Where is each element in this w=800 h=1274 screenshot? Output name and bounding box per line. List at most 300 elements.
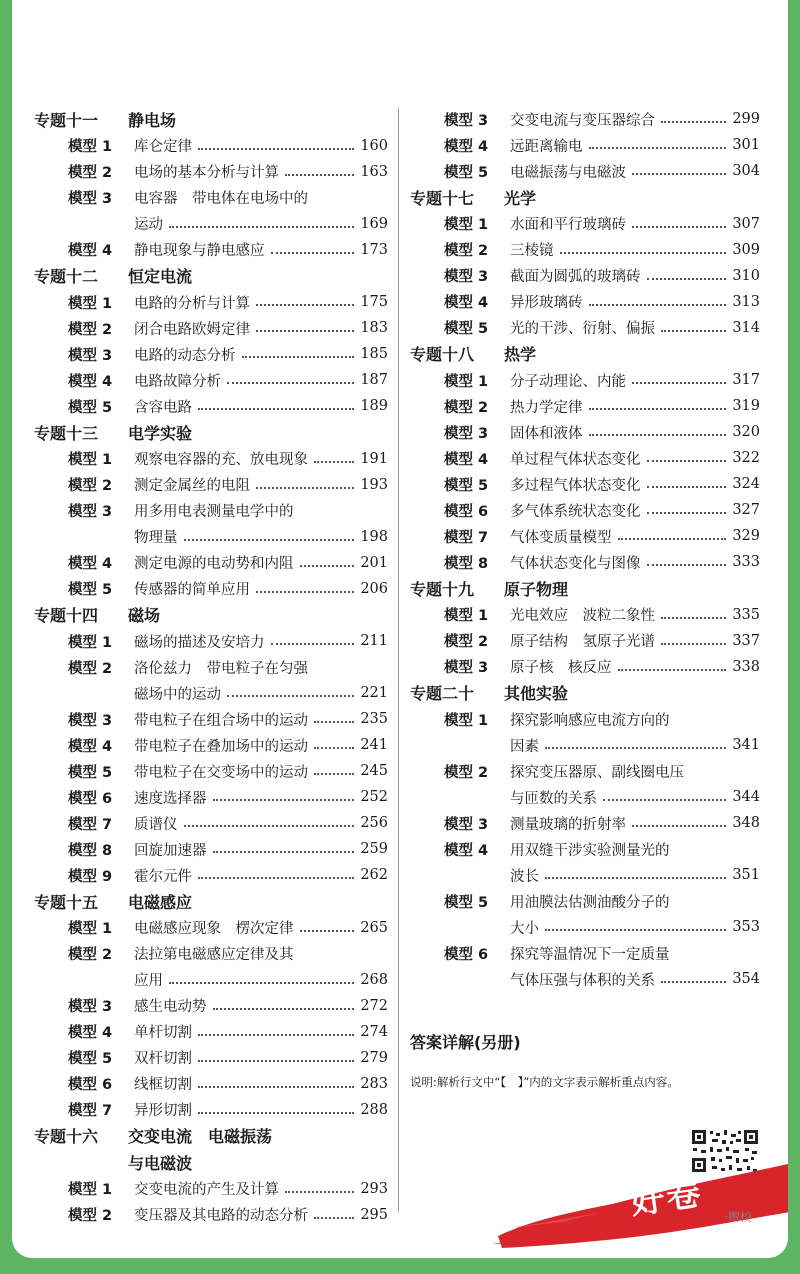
- page-number: 252: [360, 789, 388, 805]
- dot-leader: [213, 799, 355, 801]
- model-label: 模型 6: [68, 790, 113, 807]
- page-number: 288: [360, 1101, 388, 1118]
- toc-entry-continued[interactable]: [34, 680, 388, 706]
- entry-title: 交变电流的产生及计算: [134, 1182, 279, 1198]
- page-number: 353: [732, 919, 760, 935]
- toc-entry[interactable]: [34, 993, 388, 1019]
- entry-title: 带电粒子在交变场中的运动: [134, 764, 308, 781]
- page-number: 235: [360, 711, 388, 727]
- page-number: 160: [360, 137, 388, 154]
- column-divider: [398, 108, 399, 1212]
- entry-title: 电磁感应现象 楞次定律: [134, 921, 294, 937]
- dot-leader: [198, 1034, 354, 1036]
- toc-entry[interactable]: [34, 498, 388, 524]
- toc-entry[interactable]: [34, 393, 388, 419]
- page-number: 327: [732, 502, 760, 518]
- topic-heading: [34, 888, 388, 915]
- page-number: 183: [360, 320, 388, 336]
- toc-entry[interactable]: [410, 289, 760, 315]
- model-label: 模型 5: [68, 1051, 113, 1067]
- toc-entry[interactable]: [410, 393, 760, 419]
- toc-entry[interactable]: [410, 940, 760, 966]
- model-label: 模型 3: [68, 347, 113, 364]
- page-number: 211: [360, 633, 388, 649]
- toc-right-column: [410, 106, 760, 992]
- dot-leader: [647, 486, 727, 488]
- page-number: 335: [732, 606, 760, 623]
- model-label: 模型 3: [444, 425, 489, 442]
- page-number: 187: [360, 372, 388, 388]
- topic-name: 原子物理: [504, 579, 569, 599]
- toc-entry[interactable]: [34, 315, 388, 341]
- toc-entry[interactable]: [34, 810, 388, 836]
- entry-title: 波长: [510, 868, 539, 885]
- toc-entry[interactable]: [410, 237, 760, 263]
- entry-title: 固体和液体: [510, 425, 583, 442]
- entry-title: 异形玻璃砖: [510, 295, 583, 311]
- model-label: 模型 4: [68, 243, 113, 259]
- dot-leader: [198, 408, 354, 410]
- dot-leader: [314, 721, 354, 723]
- toc-entry[interactable]: [34, 133, 388, 159]
- dot-leader: [271, 643, 355, 645]
- entry-title: 多过程气体状态变化: [510, 477, 641, 494]
- entry-title: 变压器及其电路的动态分析: [134, 1208, 308, 1224]
- toc-entry[interactable]: [410, 158, 760, 184]
- page-number: 163: [360, 163, 388, 180]
- page-number: 265: [360, 919, 388, 936]
- toc-entry[interactable]: [34, 1045, 388, 1071]
- entry-title: 测量玻璃的折射率: [510, 816, 626, 833]
- entry-title: 热力学定律: [510, 399, 583, 416]
- toc-entry[interactable]: [410, 628, 760, 654]
- entry-title: 磁场的描述及安培力: [134, 634, 265, 651]
- entry-title: 异形切割: [134, 1103, 192, 1119]
- topic-name: 其他实验: [504, 684, 569, 704]
- topic-heading: [34, 1123, 388, 1150]
- dot-leader: [647, 278, 727, 280]
- dot-leader: [198, 148, 354, 150]
- topic-name: 热学: [504, 345, 537, 365]
- page-number: 241: [360, 737, 388, 753]
- model-label: 模型 2: [68, 1208, 113, 1224]
- entry-title: 法拉第电磁感应定律及其: [134, 947, 294, 963]
- model-label: 模型 7: [68, 816, 113, 833]
- note-text: 说明:解析行文中“【 】”内的文字表示解析重点内容。: [410, 1075, 679, 1089]
- toc-entry[interactable]: [410, 549, 760, 575]
- model-label: 模型 5: [444, 894, 489, 911]
- entry-title: 气体状态变化与图像: [510, 555, 641, 572]
- model-label: 模型 1: [444, 712, 489, 729]
- dot-leader: [647, 564, 727, 566]
- page-number: 354: [732, 971, 760, 987]
- entry-title: 单过程气体状态变化: [510, 451, 641, 468]
- topic-number: 专题十四: [34, 606, 99, 626]
- page-number: 175: [360, 294, 388, 310]
- page-number: 314: [732, 319, 760, 336]
- model-label: 模型 3: [68, 999, 113, 1015]
- dot-leader: [661, 643, 726, 645]
- toc-entry[interactable]: [410, 523, 760, 549]
- dot-leader: [589, 304, 727, 306]
- entry-title: 三棱镜: [510, 243, 554, 259]
- toc-entry[interactable]: [34, 1202, 388, 1228]
- page-number: 341: [732, 737, 760, 753]
- toc-entry[interactable]: [34, 836, 388, 862]
- toc-entry[interactable]: [410, 654, 760, 680]
- page-number: 201: [360, 554, 388, 571]
- dot-leader: [647, 512, 727, 514]
- entry-title: 探究等温情况下一定质量: [510, 946, 670, 963]
- dot-leader: [661, 981, 726, 983]
- topic-number: 专题十一: [34, 110, 99, 130]
- entry-title: 测定电源的电动势和内阻: [134, 556, 294, 572]
- toc-entry[interactable]: [34, 915, 388, 941]
- dot-leader: [545, 929, 726, 931]
- entry-title: 光的干涉、衍射、偏振: [510, 321, 655, 337]
- entry-title: 感生电动势: [134, 999, 207, 1015]
- topic-name-continued: 与电磁波: [128, 1153, 193, 1173]
- toc-entry[interactable]: [34, 159, 388, 185]
- model-label: 模型 2: [444, 764, 489, 781]
- model-label: 模型 5: [68, 399, 113, 416]
- dot-leader: [647, 460, 727, 462]
- toc-entry[interactable]: [34, 367, 388, 393]
- toc-entry-continued[interactable]: [34, 211, 388, 237]
- entry-title: 用油膜法估测油酸分子的: [510, 894, 670, 911]
- toc-entry[interactable]: [34, 732, 388, 758]
- model-label: 模型 4: [68, 1025, 113, 1041]
- topic-name: 电磁感应: [128, 892, 193, 912]
- model-label: 模型 1: [68, 452, 113, 468]
- toc-entry[interactable]: [410, 263, 760, 289]
- entry-title: 双杆切割: [134, 1051, 192, 1067]
- page-number: 313: [732, 293, 760, 310]
- entry-title: 交变电流与变压器综合: [510, 112, 655, 129]
- dot-leader: [213, 1008, 355, 1010]
- toc-entry[interactable]: [34, 628, 388, 654]
- entry-title: 库仑定律: [134, 139, 192, 155]
- entry-title: 观察电容器的充、放电现象: [134, 452, 308, 468]
- dot-leader: [589, 408, 727, 410]
- toc-entry[interactable]: [34, 341, 388, 367]
- dot-leader: [256, 330, 354, 332]
- entry-title: 因素: [510, 738, 539, 755]
- dot-leader: [661, 121, 726, 123]
- page-number: 307: [732, 215, 760, 232]
- model-label: 模型 1: [444, 217, 489, 233]
- toc-entry[interactable]: [410, 315, 760, 341]
- page-number: 272: [360, 997, 388, 1014]
- page-number: 173: [360, 241, 388, 258]
- entry-title: 带电粒子在叠加场中的运动: [134, 738, 308, 755]
- watermark-text: ·赠校: [724, 1210, 752, 1224]
- page-number: 206: [360, 580, 388, 597]
- toc-entry[interactable]: [410, 106, 760, 132]
- toc-entry[interactable]: [34, 1097, 388, 1123]
- page-number: 310: [732, 267, 760, 284]
- model-label: 模型 2: [444, 243, 489, 259]
- toc-entry[interactable]: [34, 550, 388, 576]
- toc-entry[interactable]: [410, 211, 760, 237]
- entry-title: 气体变质量模型: [510, 529, 612, 546]
- entry-title: 水面和平行玻璃砖: [510, 217, 626, 233]
- toc-entry-continued[interactable]: [410, 862, 760, 888]
- entry-title: 速度选择器: [134, 790, 207, 807]
- page-number: 245: [360, 763, 388, 779]
- toc-entry[interactable]: [34, 472, 388, 498]
- dot-leader: [256, 591, 354, 593]
- topic-name: 静电场: [128, 110, 177, 130]
- dot-leader: [285, 174, 354, 176]
- entry-title: 分子动理论、内能: [510, 373, 626, 390]
- dot-leader: [661, 330, 726, 332]
- dot-leader: [632, 226, 726, 228]
- page-number: 295: [360, 1206, 388, 1223]
- model-label: 模型 3: [444, 112, 489, 129]
- entry-title: 电场的基本分析与计算: [134, 165, 279, 181]
- toc-entry[interactable]: [34, 576, 388, 602]
- model-label: 模型 4: [444, 295, 489, 311]
- dot-leader: [589, 434, 727, 436]
- toc-entry[interactable]: [34, 706, 388, 732]
- model-label: 模型 1: [68, 921, 113, 937]
- page-number: 169: [360, 215, 388, 232]
- entry-title: 原子核 核反应: [510, 660, 612, 676]
- toc-entry[interactable]: [410, 471, 760, 497]
- dot-leader: [603, 799, 726, 801]
- model-label: 模型 2: [68, 660, 113, 677]
- toc-entry[interactable]: [410, 419, 760, 445]
- toc-entry[interactable]: [34, 237, 388, 263]
- topic-name: 磁场: [128, 606, 161, 626]
- page-number: 322: [732, 450, 760, 466]
- page-number: 193: [360, 476, 388, 493]
- dot-leader: [545, 877, 726, 879]
- model-label: 模型 4: [444, 451, 489, 468]
- entry-title: 气体压强与体积的关系: [510, 972, 655, 989]
- page-number: 338: [732, 658, 760, 675]
- model-label: 模型 3: [68, 712, 113, 729]
- topic-number: 专题十二: [34, 267, 99, 287]
- entry-title: 用多用电表测量电学中的: [134, 504, 294, 520]
- page-number: 198: [360, 528, 388, 545]
- dot-leader: [285, 1191, 354, 1193]
- model-label: 模型 4: [68, 373, 113, 390]
- entry-title: 洛伦兹力 带电粒子在匀强: [134, 660, 308, 677]
- toc-entry[interactable]: [410, 706, 760, 732]
- page-number: 304: [732, 163, 760, 179]
- topic-number: 专题十九: [410, 579, 475, 599]
- topic-heading: [410, 341, 760, 368]
- model-label: 模型 2: [68, 947, 113, 963]
- dot-leader: [300, 930, 355, 932]
- entry-title: 物理量: [134, 530, 178, 546]
- model-label: 模型 2: [444, 399, 489, 416]
- toc-entry-continued[interactable]: [34, 524, 388, 550]
- toc-entry[interactable]: [410, 367, 760, 393]
- model-label: 模型 3: [68, 504, 113, 520]
- model-label: 模型 3: [444, 269, 489, 285]
- entry-title: 探究影响感应电流方向的: [510, 712, 670, 729]
- dot-leader: [169, 982, 354, 984]
- dot-leader: [300, 565, 355, 567]
- entry-title: 原子结构 氢原子光谱: [510, 634, 655, 650]
- model-label: 模型 5: [68, 764, 113, 781]
- model-label: 模型 9: [68, 868, 113, 885]
- entry-title: 静电现象与静电感应: [134, 243, 265, 259]
- dot-leader: [227, 695, 354, 697]
- dot-leader: [661, 617, 726, 619]
- toc-entry[interactable]: [34, 941, 388, 967]
- dot-leader: [242, 356, 355, 358]
- page-number: 299: [732, 111, 760, 127]
- page-number: 344: [732, 789, 760, 805]
- toc-entry-continued[interactable]: [410, 732, 760, 758]
- topic-name: 恒定电流: [128, 267, 193, 287]
- model-label: 模型 8: [68, 842, 113, 859]
- toc-entry[interactable]: [410, 836, 760, 862]
- entry-title: 测定金属丝的电阻: [134, 478, 250, 494]
- toc-entry[interactable]: [34, 1071, 388, 1097]
- toc-entry[interactable]: [410, 888, 760, 914]
- topic-heading: [410, 184, 760, 211]
- dot-leader: [227, 382, 354, 384]
- page-number: 191: [360, 450, 388, 467]
- dot-leader: [314, 773, 354, 775]
- model-label: 模型 1: [444, 373, 489, 390]
- model-label: 模型 7: [68, 1103, 113, 1119]
- page-number: 333: [732, 554, 760, 570]
- toc-entry[interactable]: [34, 1176, 388, 1202]
- model-label: 模型 8: [444, 555, 489, 572]
- page-number: 337: [732, 632, 760, 649]
- toc-entry[interactable]: [410, 132, 760, 158]
- toc-entry[interactable]: [410, 810, 760, 836]
- entry-title: 回旋加速器: [134, 842, 207, 859]
- model-label: 模型 4: [68, 738, 113, 755]
- entry-title: 质谱仪: [134, 816, 178, 833]
- dot-leader: [198, 1086, 354, 1088]
- page-number: 320: [732, 424, 760, 440]
- toc-entry[interactable]: [34, 185, 388, 211]
- toc-entry[interactable]: [34, 784, 388, 810]
- entry-title: 探究变压器原、副线圈电压: [510, 764, 684, 781]
- dot-leader: [271, 252, 355, 254]
- page-number: 259: [360, 841, 388, 857]
- page-number: 329: [732, 528, 760, 544]
- topic-heading: [34, 602, 388, 629]
- model-label: 模型 2: [68, 321, 113, 338]
- dot-leader: [256, 304, 354, 306]
- dot-leader: [198, 1112, 354, 1114]
- page-number: 185: [360, 346, 388, 362]
- dot-leader: [545, 747, 726, 749]
- entry-title: 电磁振荡与电磁波: [510, 164, 626, 181]
- toc-entry[interactable]: [34, 654, 388, 680]
- entry-title: 光电效应 波粒二象性: [510, 608, 655, 624]
- topic-number: 专题十八: [410, 345, 475, 365]
- model-label: 模型 4: [444, 842, 489, 859]
- toc-entry-continued[interactable]: [34, 967, 388, 993]
- model-label: 模型 4: [68, 556, 113, 572]
- entry-title: 用双缝干涉实验测量光的: [510, 842, 670, 859]
- entry-title: 传感器的简单应用: [134, 582, 250, 598]
- toc-entry[interactable]: [34, 862, 388, 888]
- model-label: 模型 2: [68, 478, 113, 494]
- toc-entry[interactable]: [34, 446, 388, 472]
- toc-left-column: [34, 106, 388, 1228]
- dot-leader: [184, 539, 355, 541]
- entry-title: 线框切割: [134, 1077, 192, 1093]
- dot-leader: [589, 147, 727, 149]
- entry-title: 与匝数的关系: [510, 790, 597, 807]
- entry-title: 截面为圆弧的玻璃砖: [510, 269, 641, 285]
- model-label: 模型 6: [444, 503, 489, 520]
- dot-leader: [618, 538, 727, 540]
- answer-key-heading: 答案详解(另册): [410, 1033, 521, 1052]
- model-label: 模型 6: [444, 946, 489, 963]
- toc-entry[interactable]: [410, 497, 760, 523]
- topic-heading: [410, 680, 760, 707]
- entry-title: 远距离输电: [510, 138, 583, 155]
- model-label: 模型 6: [68, 1077, 113, 1093]
- toc-entry[interactable]: [410, 758, 760, 784]
- toc-entry-continued[interactable]: [410, 784, 760, 810]
- toc-entry[interactable]: [34, 1019, 388, 1045]
- dot-leader: [314, 1217, 354, 1219]
- page-number: 293: [360, 1180, 388, 1197]
- toc-entry-continued[interactable]: [410, 966, 760, 992]
- page-number: 274: [360, 1023, 388, 1040]
- model-label: 模型 5: [444, 164, 489, 181]
- entry-title: 电路的动态分析: [134, 347, 236, 364]
- toc-entry[interactable]: [34, 289, 388, 315]
- topic-heading: [34, 106, 388, 133]
- page-number: 309: [732, 241, 760, 258]
- toc-entry[interactable]: [410, 602, 760, 628]
- entry-title: 大小: [510, 920, 539, 937]
- model-label: 模型 2: [444, 634, 489, 650]
- model-label: 模型 3: [444, 816, 489, 833]
- topic-heading: [34, 263, 388, 290]
- dot-leader: [184, 825, 355, 827]
- toc-entry[interactable]: [410, 445, 760, 471]
- model-label: 模型 1: [444, 608, 489, 624]
- model-label: 模型 7: [444, 529, 489, 546]
- dot-leader: [198, 1060, 354, 1062]
- entry-title: 霍尔元件: [134, 868, 192, 885]
- dot-leader: [632, 825, 726, 827]
- dot-leader: [314, 461, 354, 463]
- model-label: 模型 2: [68, 165, 113, 181]
- dot-leader: [632, 382, 726, 384]
- toc-entry-continued[interactable]: [410, 914, 760, 940]
- entry-title: 电路故障分析: [134, 373, 221, 390]
- dot-leader: [632, 173, 726, 175]
- dot-leader: [256, 487, 354, 489]
- model-label: 模型 5: [444, 321, 489, 337]
- dot-leader: [314, 747, 354, 749]
- page-number: 221: [360, 685, 388, 701]
- entry-title: 电容器 带电体在电场中的: [134, 191, 308, 207]
- toc-entry[interactable]: [34, 758, 388, 784]
- topic-number: 专题十五: [34, 892, 99, 912]
- model-label: 模型 3: [444, 660, 489, 676]
- entry-title: 含容电路: [134, 399, 192, 416]
- topic-name: 交变电流 电磁振荡: [128, 1127, 273, 1147]
- entry-title: 多气体系统状态变化: [510, 503, 641, 520]
